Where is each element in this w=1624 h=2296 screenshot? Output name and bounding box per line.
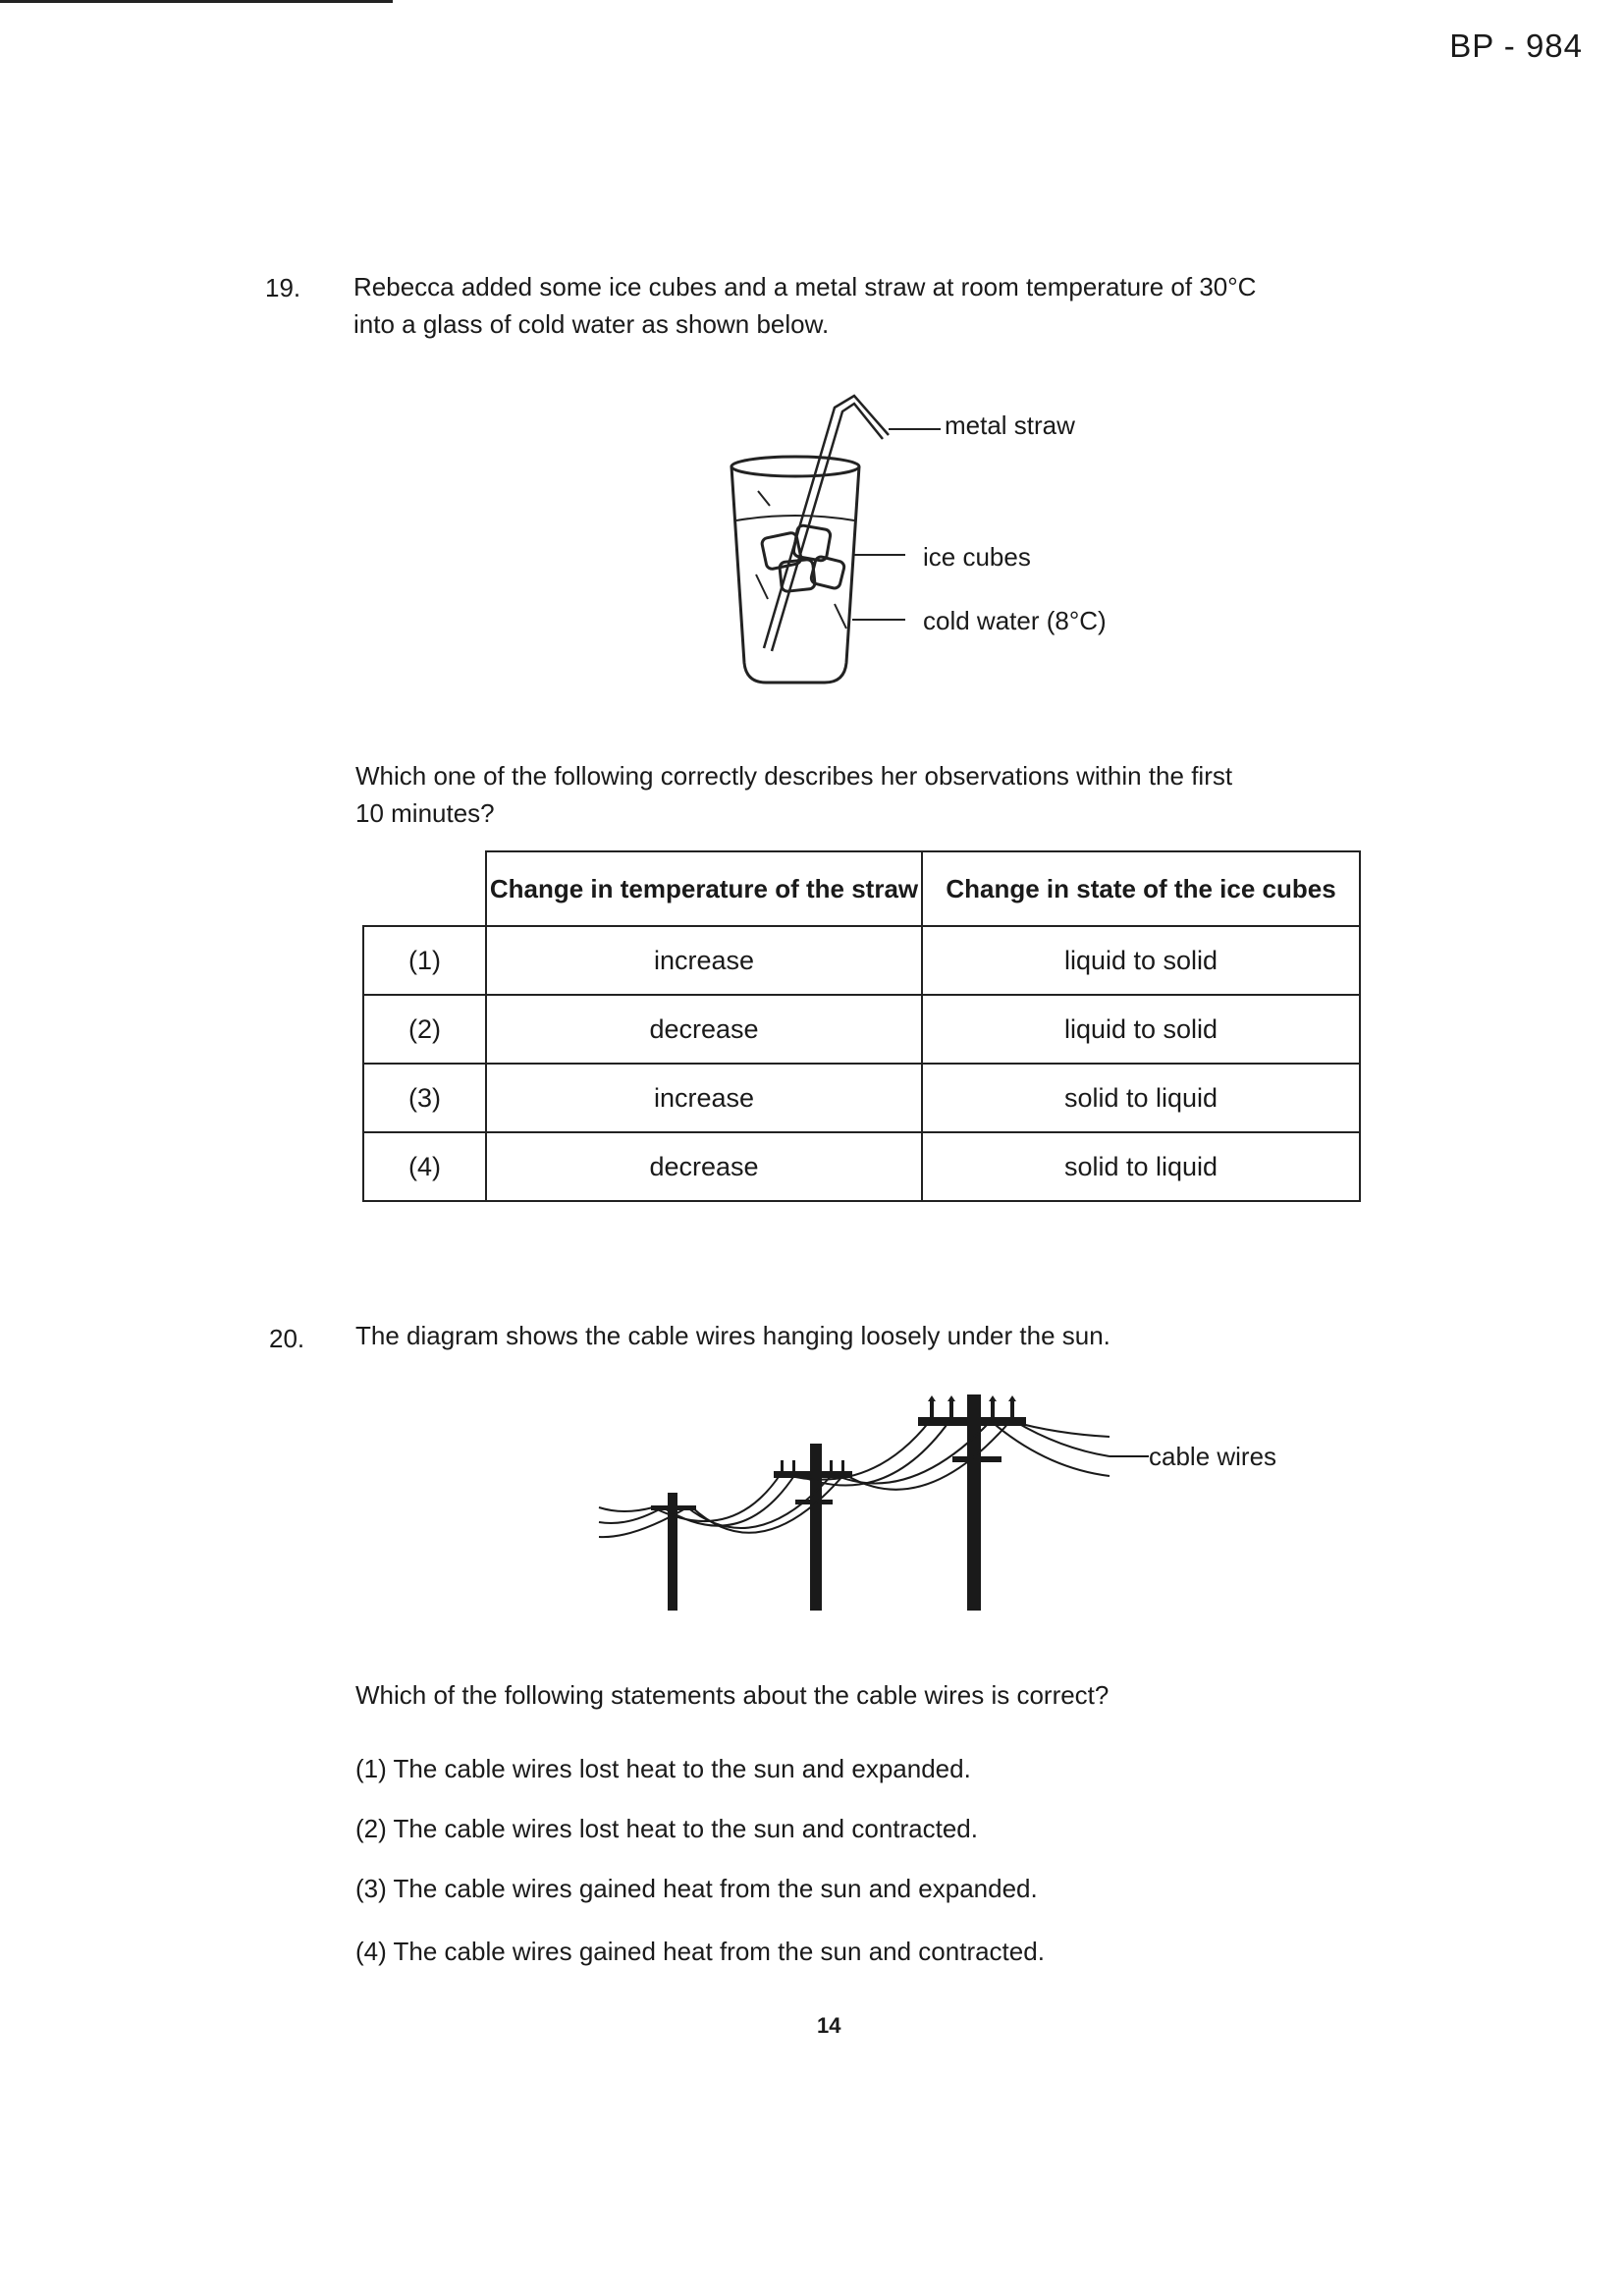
q20-option-2[interactable]: (2) The cable wires lost heat to the sun and contracted. (355, 1814, 978, 1843)
state-cell: solid to liquid (922, 1132, 1360, 1201)
q20-number: 20. (269, 1324, 305, 1353)
top-rule (0, 0, 393, 3)
page-number: 14 (817, 2013, 841, 2038)
q20-stem: The diagram shows the cable wires hanging loosely under the sun. (355, 1321, 1110, 1350)
option-label: (2) (363, 995, 486, 1064)
header-state: Change in state of the ice cubes (922, 851, 1360, 926)
q20-question: Which of the following statements about the cable wires is correct? (355, 1680, 1110, 1710)
temp-cell: increase (486, 1064, 922, 1132)
cable-wires-diagram (594, 1380, 1149, 1615)
pole-medium (810, 1444, 822, 1611)
state-cell: liquid to solid (922, 926, 1360, 995)
label-cold-water: cold water (8°C) (923, 606, 1107, 635)
table-row[interactable] (363, 1064, 1360, 1132)
q19-question-line1: Which one of the following correctly describes her observations within the first (355, 761, 1233, 791)
water-surface (736, 516, 854, 520)
label-cable-wires: cable wires (1149, 1442, 1277, 1471)
q20-option-3[interactable]: (3) The cable wires gained heat from the sun and expanded. (355, 1874, 1038, 1903)
q19-question-line2: 10 minutes? (355, 798, 495, 828)
option-label: (3) (363, 1064, 486, 1132)
state-cell: solid to liquid (922, 1064, 1360, 1132)
table-header-row (363, 851, 1360, 926)
temp-cell: decrease (486, 995, 922, 1064)
glass-diagram (687, 388, 1178, 692)
ice-cube-4 (810, 556, 845, 589)
q19-stem-line1: Rebecca added some ice cubes and a metal straw at room temperature of 30°C (353, 272, 1257, 301)
label-metal-straw: metal straw (945, 410, 1075, 440)
crossarm-large-lower (952, 1456, 1001, 1462)
pole-large (967, 1394, 981, 1611)
option-label: (1) (363, 926, 486, 995)
q19-number: 19. (265, 273, 301, 302)
header-temperature: Change in temperature of the straw (486, 851, 922, 926)
q20-option-1[interactable]: (1) The cable wires lost heat to the sun and expanded. (355, 1754, 971, 1783)
table-row[interactable] (363, 1132, 1360, 1201)
label-ice-cubes: ice cubes (923, 542, 1031, 572)
q19-options-table (362, 850, 1361, 1202)
document-code: BP - 984 (1449, 27, 1583, 64)
table-row[interactable] (363, 926, 1360, 995)
table-row[interactable] (363, 995, 1360, 1064)
q19-stem-line2: into a glass of cold water as shown below. (353, 309, 830, 339)
temp-cell: increase (486, 926, 922, 995)
state-cell: liquid to solid (922, 995, 1360, 1064)
straw-line-b (772, 404, 883, 651)
q20-option-4[interactable]: (4) The cable wires gained heat from the sun and contracted. (355, 1937, 1045, 1966)
temp-cell: decrease (486, 1132, 922, 1201)
glass-rim (731, 457, 859, 476)
option-label: (4) (363, 1132, 486, 1201)
